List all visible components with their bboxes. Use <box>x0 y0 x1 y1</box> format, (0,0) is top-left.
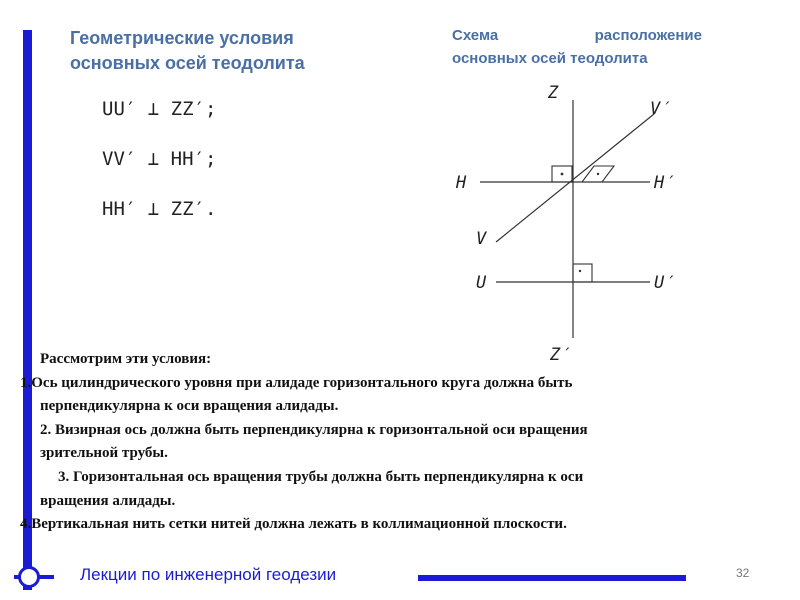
right-title-line2: основных осей теодолита <box>452 50 648 67</box>
theodolite-axes-diagram <box>440 76 690 370</box>
left-title-line1: Геометрические условия <box>70 28 294 48</box>
right-title-line1 <box>452 24 702 47</box>
page-number: 32 <box>736 566 750 580</box>
condition-1-line1: 1.Ось цилиндрического уровня при алидаде горизонтального круга должна быть <box>20 374 573 391</box>
axis-vv-line <box>496 114 654 242</box>
right-angle-dot-uu-zz <box>579 270 581 272</box>
condition-3-line2: вращения алидады. <box>40 492 176 509</box>
right-title-word1: Схема <box>452 27 499 44</box>
condition-2-line2: зрительной трубы. <box>40 445 168 462</box>
label-z: Z <box>548 83 559 103</box>
left-title <box>70 26 400 76</box>
label-h-prime: H′ <box>654 173 675 193</box>
right-angle-dot-vv-hh <box>597 173 599 175</box>
label-z-prime: Z′ <box>550 345 571 365</box>
right-title <box>452 24 722 70</box>
label-v: V <box>476 229 487 249</box>
left-title-line2: основных осей теодолита <box>70 53 305 73</box>
right-angle-dot-hh-zz <box>561 173 564 176</box>
right-title-word2: расположение <box>594 27 702 44</box>
label-h: H <box>456 173 467 193</box>
label-u-prime: U′ <box>654 273 675 293</box>
condition-1-line2: перпендикулярна к оси вращения алидады. <box>40 398 339 415</box>
conditions-intro: Рассмотрим эти условия: <box>40 351 212 367</box>
conditions-text <box>20 348 780 537</box>
right-angle-mark-uu-zz <box>573 264 592 282</box>
formula-hh-zz: HH′ ⊥ ZZ′. <box>102 198 217 220</box>
label-u: U <box>476 273 487 293</box>
formula-uu-zz: UU′ ⊥ ZZ′; <box>102 98 217 120</box>
footer-title: Лекции по инженерной геодезии <box>80 565 337 584</box>
condition-3-line1: 3. Горизонтальная ось вращения трубы должна быть перпендикулярна к оси <box>58 468 584 485</box>
label-v-prime: V′ <box>650 99 671 119</box>
condition-4-line1: 4.Вертикальная нить сетки нитей должна лежать в коллимационной плоскости. <box>20 516 567 533</box>
formula-vv-hh: VV′ ⊥ HH′; <box>102 148 217 170</box>
footer-circle-icon <box>18 566 40 588</box>
condition-2-line1: 2. Визирная ось должна быть перпендикулярна к горизонтальной оси вращения <box>40 421 588 438</box>
footer-right-line <box>418 575 686 581</box>
